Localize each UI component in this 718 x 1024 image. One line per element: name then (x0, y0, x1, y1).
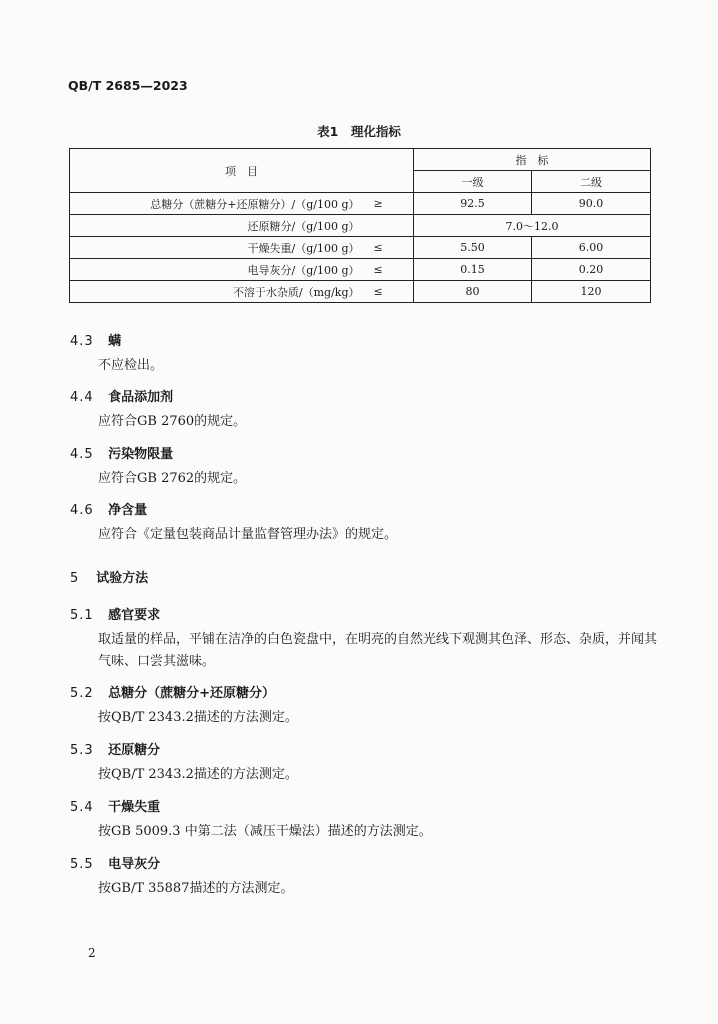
section-text-4-5: 应符合GB 2762的规定。 (98, 471, 247, 486)
section-text-4-4: 应符合GB 2760的规定。 (98, 414, 247, 429)
table-caption: 表1 理化指标 (317, 124, 401, 139)
section-heading-4-6 (70, 499, 147, 518)
section-title: 净含量 (108, 503, 148, 518)
row-item: 干燥失重/（g/100 g） (70, 237, 370, 259)
section-title: 电导灰分 (108, 857, 161, 872)
section-heading-4-3 (70, 330, 121, 349)
row-grade-1-value: 0.15 (414, 259, 532, 281)
section-number: 5.4 (70, 800, 94, 815)
table-row (70, 281, 651, 303)
row-item: 总糖分（蔗糖分+还原糖分）/（g/100 g） (70, 193, 370, 215)
table-row (70, 259, 651, 281)
section-text-5-2: 按QB/T 2343.2描述的方法测定。 (98, 710, 298, 725)
row-comparator (370, 215, 414, 237)
section-title: 试验方法 (96, 571, 149, 586)
section-title: 干燥失重 (108, 800, 161, 815)
section-heading-5-4 (70, 796, 160, 815)
section-title: 食品添加剂 (108, 390, 174, 405)
section-number: 4.4 (70, 390, 94, 405)
section-title: 螨 (108, 334, 122, 349)
row-grade-2-value: 6.00 (532, 237, 651, 259)
section-text-5-3: 按QB/T 2343.2描述的方法测定。 (98, 767, 298, 782)
section-heading-5-2 (70, 682, 275, 701)
section-title: 感官要求 (108, 608, 161, 623)
row-comparator: ≤ (370, 281, 414, 303)
row-grade-1-value: 5.50 (414, 237, 532, 259)
row-grade-2-value: 0.20 (532, 259, 651, 281)
section-number: 5.5 (70, 857, 94, 872)
section-number: 5 (70, 571, 80, 586)
section-text: 取适量的样品，平铺在洁净的白色瓷盘中，在明亮的自然光线下观测其色泽、形态、杂质，并闻其气味、口尝其滋味。 (98, 632, 658, 669)
row-comparator: ≤ (370, 237, 414, 259)
document-code: QB/T 2685—2023 (68, 78, 188, 93)
section-title: 还原糖分 (108, 743, 161, 758)
section-number: 4.3 (70, 334, 94, 349)
table-row (70, 215, 651, 237)
header-index: 指 标 (414, 149, 651, 171)
section-number: 4.6 (70, 503, 94, 518)
section-number: 5.1 (70, 608, 94, 623)
table-row (70, 193, 651, 215)
row-merged-value: 7.0～12.0 (414, 215, 651, 237)
section-text-5-5: 按GB/T 35887描述的方法测定。 (98, 881, 294, 896)
section-heading-4-5 (70, 443, 173, 462)
table-row (70, 237, 651, 259)
row-grade-2-value: 90.0 (532, 193, 651, 215)
row-comparator: ≥ (370, 193, 414, 215)
section-heading-5-5 (70, 853, 160, 872)
row-grade-2-value: 120 (532, 281, 651, 303)
section-number: 4.5 (70, 447, 94, 462)
row-item: 不溶于水杂质/（mg/kg） (70, 281, 370, 303)
section-title: 污染物限量 (108, 447, 174, 462)
header-grade-1: 一级 (414, 171, 532, 193)
section-heading-4-4 (70, 386, 173, 405)
header-item: 项 目 (70, 149, 414, 193)
section-heading-5 (70, 567, 148, 586)
section-text-4-3: 不应检出。 (98, 358, 164, 373)
row-grade-1-value: 80 (414, 281, 532, 303)
section-number: 5.3 (70, 743, 94, 758)
header-grade-2: 二级 (532, 171, 651, 193)
section-text-4-6: 应符合《定量包装商品计量监督管理办法》的规定。 (98, 527, 398, 542)
page-number: 2 (88, 946, 96, 960)
row-item: 电导灰分/（g/100 g） (70, 259, 370, 281)
section-heading-5-3 (70, 739, 160, 758)
section-title: 总糖分（蔗糖分+还原糖分） (108, 686, 276, 701)
row-comparator: ≤ (370, 259, 414, 281)
row-grade-1-value: 92.5 (414, 193, 532, 215)
section-text-5-4: 按GB 5009.3 中第二法（减压干燥法）描述的方法测定。 (98, 824, 432, 839)
physicochemical-table (69, 148, 651, 303)
row-item: 还原糖分/（g/100 g） (70, 215, 370, 237)
table-header-row (70, 149, 651, 171)
section-text-5-1 (98, 629, 658, 673)
section-heading-5-1 (70, 604, 160, 623)
section-number: 5.2 (70, 686, 94, 701)
